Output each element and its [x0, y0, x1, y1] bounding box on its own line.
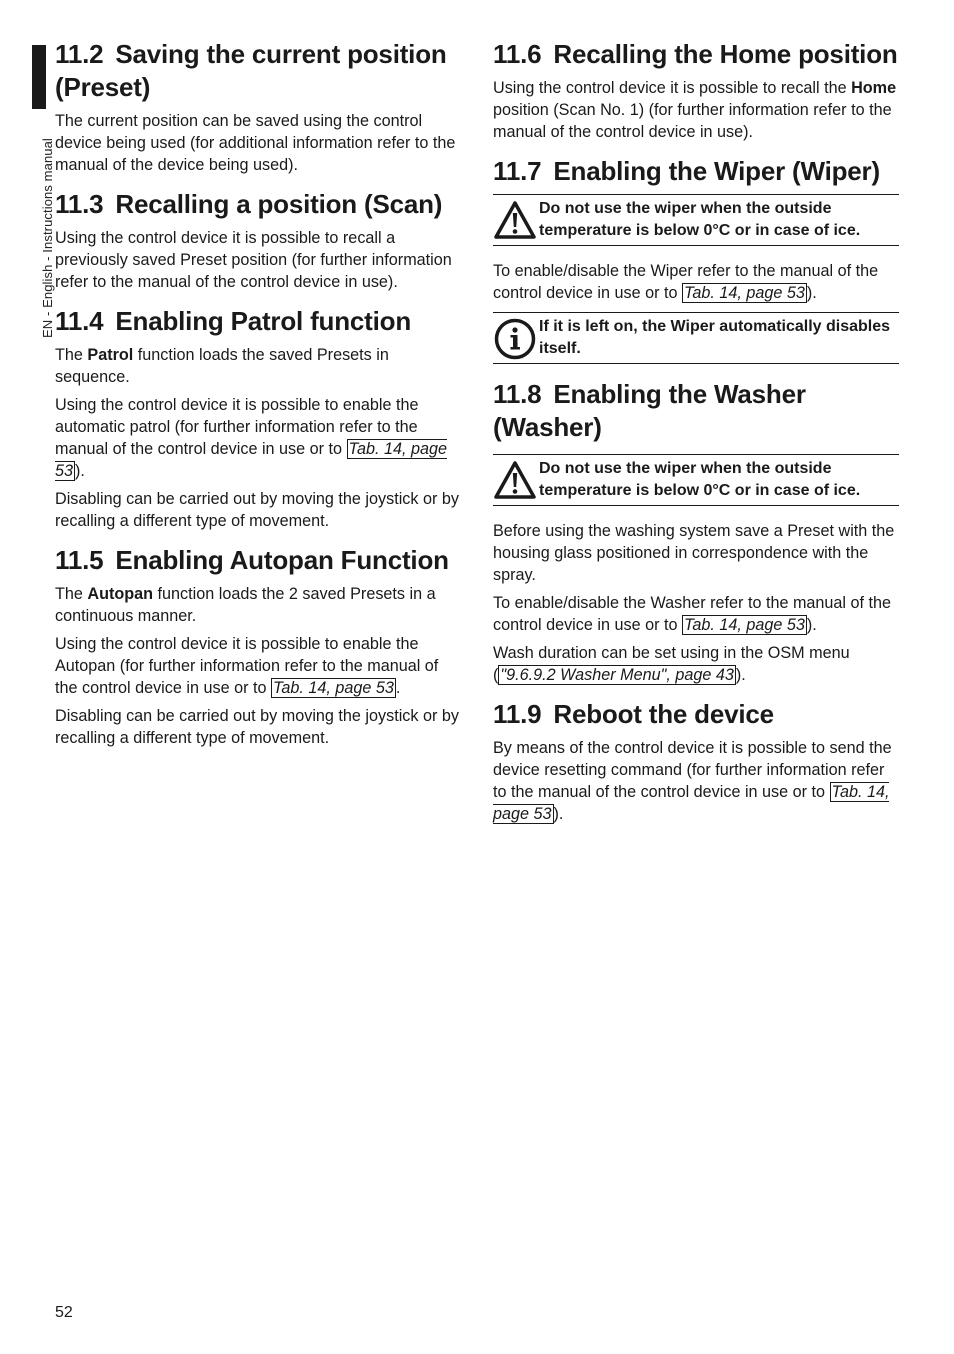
cross-reference-link[interactable]: Tab. 14, page 53	[683, 616, 805, 634]
section-title: Reboot the device	[553, 699, 774, 729]
text: The	[55, 346, 88, 364]
text: ).	[806, 616, 817, 634]
section-heading	[55, 188, 459, 221]
section-number: 11.7	[493, 156, 542, 186]
paragraph: The current position can be saved using the control device being used (for additional information refer to the manual of the device being used).	[55, 112, 456, 174]
section-title: Enabling the Wiper (Wiper)	[553, 156, 880, 186]
section-title: Saving the current position (Preset)	[55, 39, 447, 102]
section-11-6	[493, 38, 899, 143]
paragraph: Using the control device it is possible to recall a previously saved Preset position (for further information refer to the manual of the control device in use).	[55, 229, 452, 291]
info-text: If it is left on, the Wiper automatically disables itself.	[539, 318, 891, 357]
section-marker-bar	[32, 45, 46, 109]
paragraph	[493, 642, 899, 686]
section-11-7	[493, 155, 899, 364]
cross-reference-link[interactable]: Tab. 14, page 53	[272, 679, 394, 697]
text: To enable/disable the Wiper refer to the manual of the control device in use or to	[493, 262, 879, 302]
text: Using the control device it is possible to enable the Autopan (for further information refer to the manual of the control device in use or to	[55, 635, 439, 697]
text: ).	[75, 462, 85, 480]
section-number: 11.8	[493, 379, 542, 409]
page-number: 52	[55, 1304, 73, 1321]
section-title: Enabling the Washer (Washer)	[493, 379, 806, 442]
text: .	[395, 679, 401, 697]
section-11-8	[493, 378, 899, 686]
paragraph	[493, 592, 899, 636]
section-heading	[493, 698, 899, 731]
section-number: 11.9	[493, 699, 542, 729]
section-number: 11.4	[55, 306, 104, 336]
section-heading	[493, 155, 899, 188]
cross-reference-link[interactable]: "9.6.9.2 Washer Menu", page 43	[500, 666, 734, 684]
text: ).	[735, 666, 746, 684]
text: ).	[553, 805, 564, 823]
section-heading	[55, 544, 459, 577]
paragraph: Disabling can be carried out by moving the joystick or by recalling a different type of movement.	[55, 490, 459, 530]
paragraph	[55, 633, 459, 699]
section-11-2	[55, 38, 459, 176]
paragraph	[55, 394, 459, 482]
bold-term: Patrol	[87, 346, 134, 364]
text: Wash duration can be set using in the OSM menu (	[493, 644, 850, 684]
cross-reference-link[interactable]: Tab. 14, page 53	[55, 440, 447, 480]
section-number: 11.2	[55, 39, 104, 69]
text: Using the control device it is possible to recall the	[493, 79, 852, 97]
text: To enable/disable the Washer refer to the manual of the control device in use or to	[493, 594, 892, 634]
section-11-5	[55, 544, 459, 749]
info-notice	[493, 312, 899, 364]
text: By means of the control device it is possible to send the device resetting command (for further information refer to the manual of the control device in use or to	[493, 739, 892, 801]
section-heading	[493, 38, 899, 71]
section-11-4	[55, 305, 459, 532]
section-number: 11.6	[493, 39, 542, 69]
warning-text: Do not use the wiper when the outside temperature is below 0°C or in case of ice.	[539, 460, 861, 499]
section-title: Recalling the Home position	[553, 39, 898, 69]
warning-notice	[493, 454, 899, 506]
paragraph: Before using the washing system save a Preset with the housing glass positioned in correspondence with the spray.	[493, 522, 895, 584]
section-title: Recalling a position (Scan)	[115, 189, 443, 219]
bold-term: Home	[851, 79, 897, 97]
section-number: 11.5	[55, 545, 104, 575]
sidebar-label-text: EN - English - Instructions manual	[40, 138, 55, 338]
text: function loads the 2 saved Presets in a continuous manner.	[55, 585, 436, 625]
section-title: Enabling Autopan Function	[115, 545, 449, 575]
warning-triangle-icon	[493, 458, 539, 500]
bold-term: Autopan	[87, 585, 154, 603]
warning-triangle-icon	[493, 198, 539, 240]
right-column	[493, 38, 899, 837]
section-heading	[493, 378, 899, 444]
section-heading	[55, 305, 459, 338]
paragraph	[493, 260, 899, 304]
cross-reference-link[interactable]: Tab. 14, page 53	[493, 783, 890, 823]
info-icon	[493, 316, 539, 360]
section-11-9	[493, 698, 899, 825]
text: Using the control device it is possible to enable the automatic patrol (for further information refer to the manual of the control device in use or to	[55, 396, 419, 458]
warning-text: Do not use the wiper when the outside temperature is below 0°C or in case of ice.	[539, 200, 861, 239]
section-heading	[55, 38, 459, 104]
text: The	[55, 585, 88, 603]
warning-notice	[493, 194, 899, 246]
paragraph: Disabling can be carried out by moving the joystick or by recalling a different type of movement.	[55, 707, 459, 747]
paragraph	[493, 737, 899, 825]
left-column	[55, 38, 459, 761]
text: function loads the saved Presets in sequence.	[55, 346, 389, 386]
section-number: 11.3	[55, 189, 104, 219]
paragraph	[493, 77, 899, 143]
text: position (Scan No. 1) (for further information refer to the manual of the control device in use).	[493, 101, 892, 141]
text: ).	[806, 284, 817, 302]
paragraph	[55, 583, 459, 627]
cross-reference-link[interactable]: Tab. 14, page 53	[683, 284, 805, 302]
paragraph	[55, 344, 459, 388]
section-title: Enabling Patrol function	[115, 306, 412, 336]
section-11-3	[55, 188, 459, 293]
